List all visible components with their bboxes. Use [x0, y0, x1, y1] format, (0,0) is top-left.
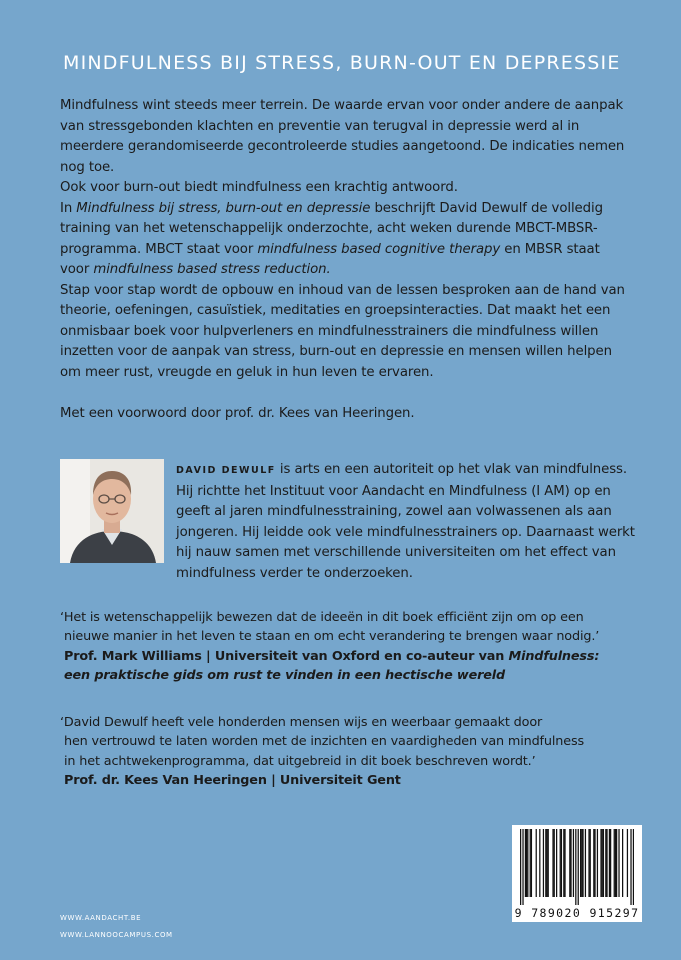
isbn-number: 9 789020 915297 — [514, 906, 640, 920]
barcode-bar — [622, 829, 623, 897]
barcode-bar — [594, 829, 595, 897]
barcode-bar — [597, 829, 598, 897]
barcode-bar — [603, 829, 604, 897]
barcode-bar — [526, 829, 527, 897]
barcode-bar — [554, 829, 555, 897]
barcode-bar — [605, 829, 606, 897]
barcode-bar — [606, 829, 607, 897]
book-description — [60, 96, 630, 425]
barcode-bar — [539, 829, 540, 897]
barcode-bar — [600, 829, 601, 897]
author-bio — [176, 460, 644, 584]
barcode-bar — [588, 829, 589, 897]
barcode-bar — [573, 829, 574, 897]
blurb-paragraph-4: Stap voor stap wordt de opbouw en inhoud van de lessen besproken aan de hand van theorie, oefeningen, casuïstiek, meditaties en groepsinteracties. Dat maakt het een onmisbaar boek voor hulpverleners en mindfulnesstrainers die mindfulness willen inzetten voor de aanpak van stress, burn-out en depressie en mensen willen helpen om meer rust, vreugde en geluk in hun leven te ervaren. — [60, 282, 625, 380]
back-cover-title: MINDFULNESS BIJ STRESS, BURN-OUT EN DEPRESSIE — [63, 52, 621, 74]
blurb-paragraph-2: Ook voor burn-out biedt mindfulness een krachtig antwoord. — [60, 180, 458, 195]
website-aandacht: WWW.AANDACHT.BE — [60, 914, 142, 922]
author-photo — [60, 459, 164, 563]
barcode-bar — [530, 829, 531, 897]
barcode-bar — [633, 829, 634, 905]
barcode-bar — [556, 829, 557, 897]
isbn-barcode — [512, 825, 642, 922]
quote-attribution: Prof. Mark Williams | Universiteit van Oxford en co-auteur van Mindfulness: — [64, 648, 600, 664]
barcode-bar — [520, 829, 521, 905]
barcode-bar — [548, 829, 549, 897]
barcode-bar — [525, 829, 526, 897]
barcode-bar — [570, 829, 571, 897]
barcode-bar — [569, 829, 570, 897]
blurb-paragraph-3: In Mindfulness bij stress, burn-out en depressie beschrijft David Dewulf de volledig training van het wetenschappelijk onderzochte, acht weken durende MBCT-MBSR-programma. MBCT staat voor mindfulness based cognitive therapy en MBSR staat voor mindfulness based stress reduction. — [60, 200, 603, 277]
barcode-bar — [615, 829, 616, 897]
barcode-bar — [602, 829, 603, 897]
quote-line: ‘David Dewulf heeft vele honderden mensen wijs en weerbaar gemaakt door — [60, 715, 543, 730]
barcode-bar — [575, 829, 576, 905]
barcode-bar — [531, 829, 532, 897]
barcode-bar — [536, 829, 537, 897]
barcode-bar — [616, 829, 617, 897]
barcode-bar — [618, 829, 619, 897]
barcode-bar — [563, 829, 564, 897]
barcode-bar — [545, 829, 546, 897]
barcode-bar — [564, 829, 565, 897]
barcode-bar — [609, 829, 610, 897]
barcode-bar — [630, 829, 631, 905]
quote-line: in het achtwekenprogramma, dat uitgebreid in dit boek beschreven wordt.’ — [64, 753, 536, 769]
quote-line: ‘Het is wetenschappelijk bewezen dat de ideeën in dit boek efficiënt zijn om op een — [60, 610, 584, 625]
quote-attribution: Prof. dr. Kees Van Heeringen | Universiteit Gent — [64, 773, 401, 789]
barcode-bar — [581, 829, 582, 897]
barcode-bar — [580, 829, 581, 897]
barcode-bar — [610, 829, 611, 897]
barcode-bar — [614, 829, 615, 897]
barcode-bar — [593, 829, 594, 897]
blurb-paragraph-1: Mindfulness wint steeds meer terrein. De waarde ervan voor onder andere de aanpak van stressgebonden klachten en preventie van terugval in depressie werd al in meerdere gerandomiseerde gecontroleerde studies aangetoond. De indicaties nemen nog toe. — [60, 98, 625, 175]
barcode-bar — [546, 829, 547, 897]
author-name: DAVID DEWULF — [176, 465, 276, 476]
quote-line: nieuwe manier in het leven te staan en om echt verandering te brengen waar nodig.’ — [64, 629, 600, 645]
barcode-bar — [585, 829, 586, 897]
barcode-bar — [582, 829, 583, 897]
review-quote-williams — [60, 608, 660, 686]
barcode-bar — [590, 829, 591, 897]
website-lannoocampus: WWW.LANNOOCAMPUS.COM — [60, 931, 173, 939]
foreword-note: Met een voorwoord door prof. dr. Kees van Heeringen. — [60, 406, 415, 421]
barcode-bar — [552, 829, 553, 897]
book-title-italic: Mindfulness bij stress, burn-out en depressie — [76, 200, 371, 216]
review-quote-van-heeringen — [60, 713, 660, 791]
barcode-bars — [520, 829, 634, 905]
barcode-bar — [561, 829, 562, 897]
quote-attribution-book: een praktische gids om rust te vinden in een hectische wereld — [64, 668, 506, 684]
barcode-bar — [522, 829, 523, 905]
quote-line: hen vertrouwd te laten worden met de inzichten en vaardigheden van mindfulness — [64, 734, 584, 750]
barcode-bar — [627, 829, 628, 897]
websites — [60, 910, 173, 944]
author-bio-text: is arts en een autoriteit op het vlak van mindfulness. Hij richtte het Instituut voor Aandacht en Mindfulness (I AM) op en geeft al jaren mindfulnesstraining, zowel aan volwassenen als aan jongeren. Hij leidde ook vele mindfulnesstrainers op. Daarnaast werkt hij nauw samen met verschillende universiteiten om het effect van mindfulness verder te onderzoeken. — [176, 462, 635, 581]
barcode-bar — [560, 829, 561, 897]
barcode-bar — [527, 829, 528, 897]
barcode-bar — [543, 829, 544, 897]
barcode-bar — [578, 829, 579, 905]
